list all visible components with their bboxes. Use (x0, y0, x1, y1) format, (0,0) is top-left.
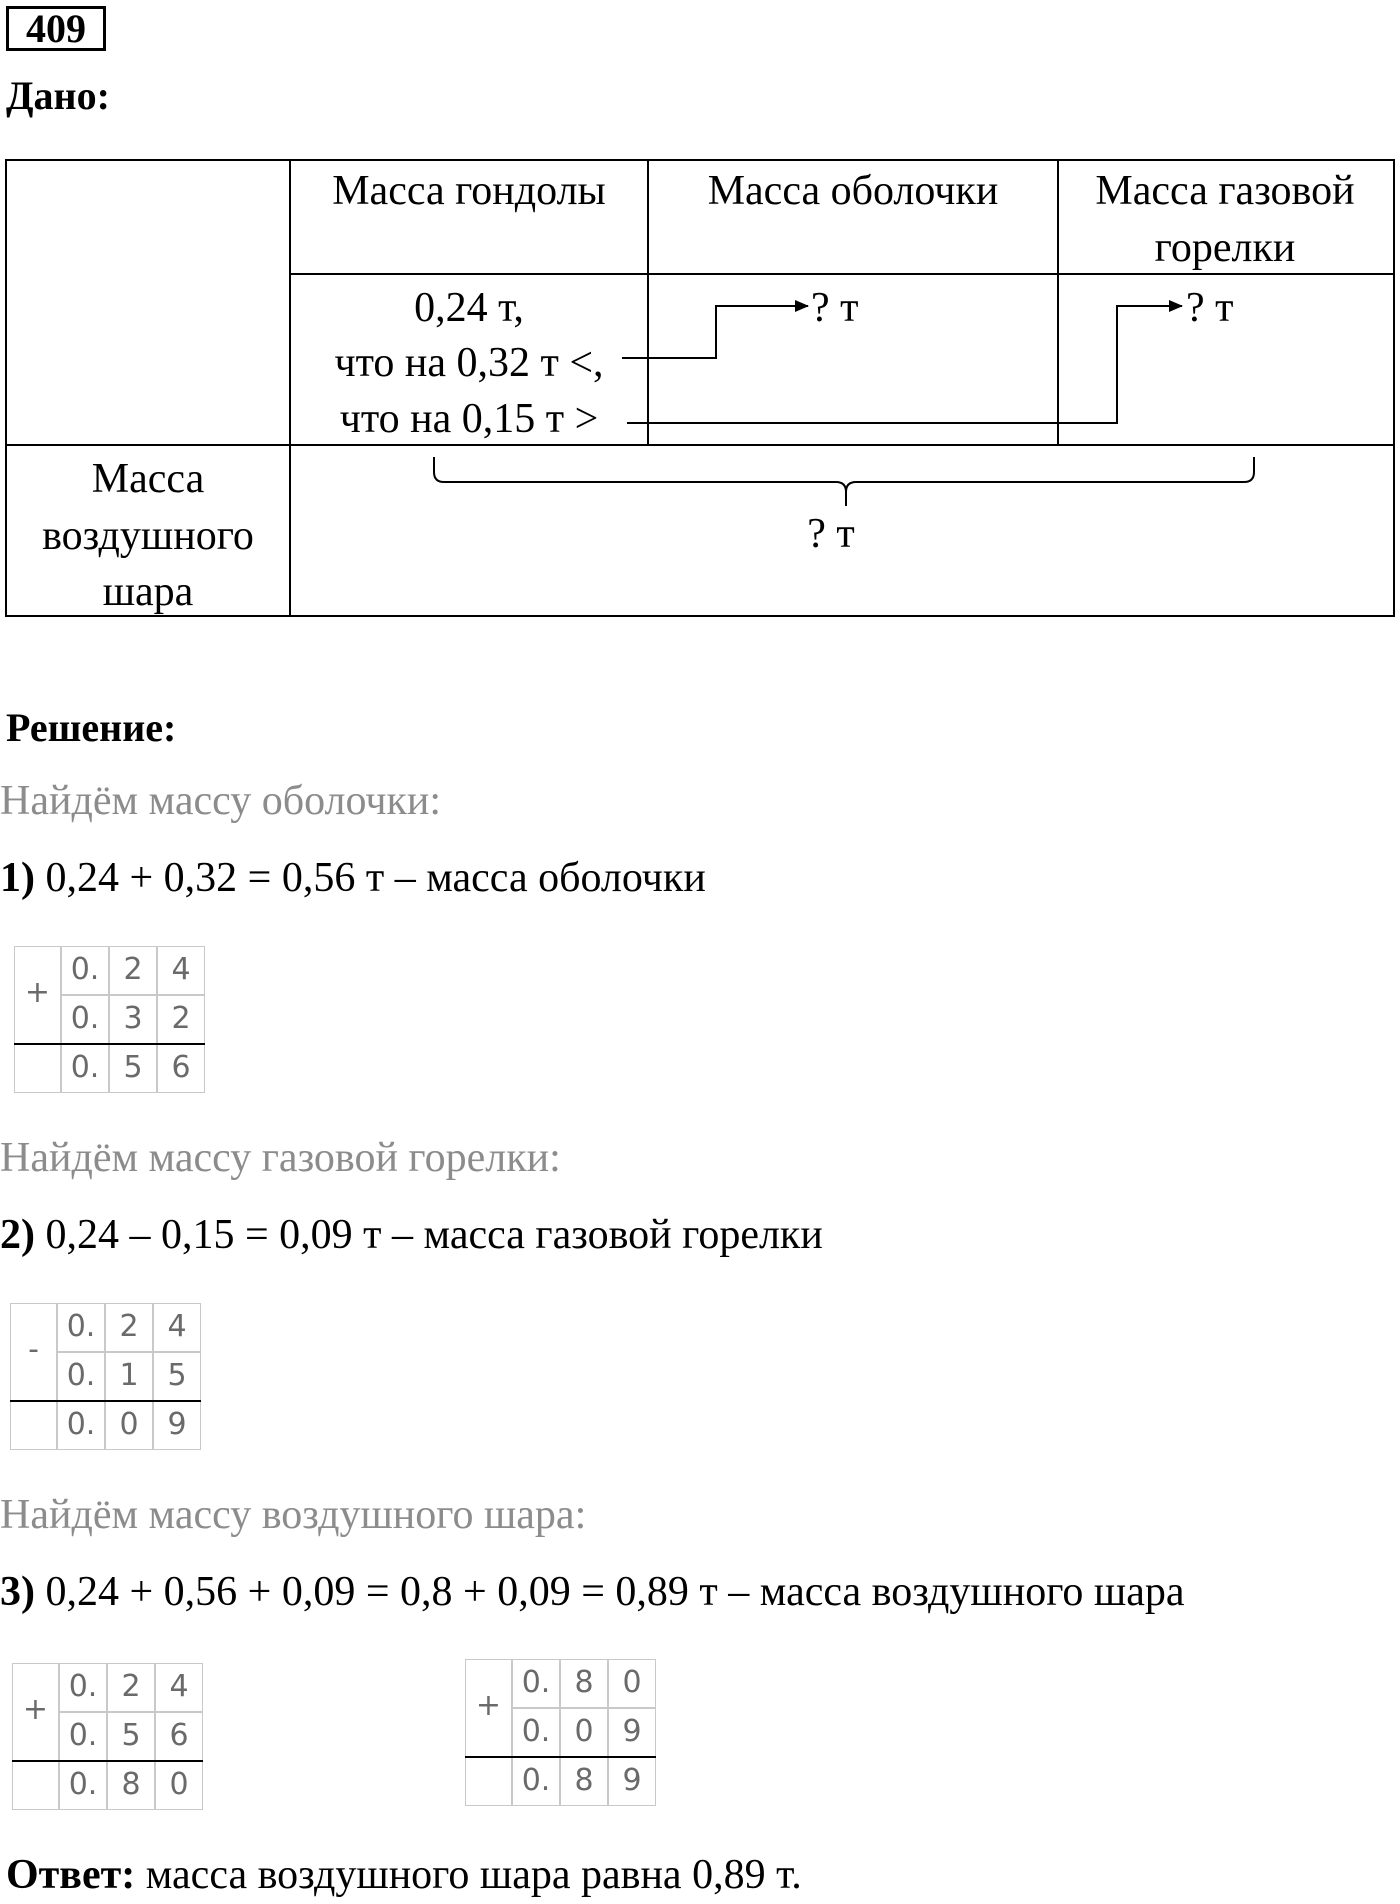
given-table-diagram (0, 0, 1400, 640)
step-3-number: 3) (0, 1569, 35, 1615)
balloon-label-line3: шара (102, 569, 194, 615)
digit-cell: 1 (105, 1352, 153, 1401)
operator-sign: + (14, 946, 61, 1044)
answer-text: масса воздушного шара равна 0,89 т. (145, 1852, 802, 1898)
digit-cell: 0 (608, 1659, 656, 1708)
digit-cell: 0. (57, 1401, 105, 1450)
header-gondola: Масса гондолы (332, 168, 606, 214)
digit-cell: 8 (107, 1761, 155, 1810)
digit-cell: 8 (560, 1659, 608, 1708)
answer-label: Ответ: (6, 1852, 136, 1898)
digit-cell: 0. (57, 1303, 105, 1352)
step-2-line (0, 1210, 823, 1260)
step-1-line (0, 853, 706, 903)
gondola-value-line3: что на 0,15 т > (339, 396, 599, 442)
digit-cell: 6 (155, 1712, 203, 1761)
blank-cell (12, 1761, 59, 1810)
digit-cell: 0 (105, 1401, 153, 1450)
solution-heading: Решение: (6, 705, 177, 750)
digit-cell: 0. (61, 946, 109, 995)
blank-cell (14, 1044, 61, 1093)
balloon-value: ? т (807, 511, 855, 557)
digit-cell: 2 (105, 1303, 153, 1352)
digit-cell: 0. (59, 1712, 107, 1761)
answer-line (6, 1850, 802, 1900)
digit-cell: 0. (57, 1352, 105, 1401)
given-heading: Дано: (6, 73, 110, 118)
digit-cell: 9 (608, 1708, 656, 1757)
step-1-hint: Найдём массу оболочки: (0, 778, 442, 824)
digit-cell: 6 (157, 1044, 205, 1093)
problem-number: 409 (6, 6, 106, 51)
step-1-expression: 0,24 + 0,32 = 0,56 т – масса оболочки (45, 855, 706, 901)
digit-cell: 2 (107, 1663, 155, 1712)
digit-cell: 0. (61, 995, 109, 1044)
step-2-hint: Найдём массу газовой горелки: (0, 1135, 561, 1181)
header-burner-line2: горелки (1154, 225, 1296, 271)
digit-cell: 0. (59, 1663, 107, 1712)
blank-cell (465, 1757, 512, 1806)
digit-cell: 2 (109, 946, 157, 995)
step-3-hint: Найдём массу воздушного шара: (0, 1492, 587, 1538)
shell-value: ? т (811, 285, 859, 331)
digit-cell: 0 (560, 1708, 608, 1757)
balloon-label-line1: Масса (91, 456, 205, 502)
digit-cell: 9 (608, 1757, 656, 1806)
step-1-number: 1) (0, 855, 35, 901)
digit-cell: 5 (107, 1712, 155, 1761)
header-shell: Масса оболочки (707, 168, 999, 214)
header-burner-line1: Масса газовой (1095, 168, 1355, 214)
sum-line (465, 1756, 656, 1758)
digit-cell: 0. (59, 1761, 107, 1810)
sum-brace (434, 457, 1254, 506)
digit-cell: 9 (153, 1401, 201, 1450)
digit-cell: 8 (560, 1757, 608, 1806)
digit-cell: 5 (153, 1352, 201, 1401)
sum-line (10, 1400, 201, 1402)
operator-sign: + (465, 1659, 512, 1757)
step-2-expression: 0,24 – 0,15 = 0,09 т – масса газовой горелки (45, 1212, 823, 1258)
balloon-label-line2: воздушного (42, 513, 254, 559)
digit-cell: 0. (61, 1044, 109, 1093)
digit-cell: 4 (155, 1663, 203, 1712)
arrow-to-burner (627, 306, 1182, 423)
digit-cell: 5 (109, 1044, 157, 1093)
step-2-number: 2) (0, 1212, 35, 1258)
burner-value: ? т (1186, 285, 1234, 331)
digit-cell: 3 (109, 995, 157, 1044)
sum-line (12, 1760, 203, 1762)
digit-cell: 2 (157, 995, 205, 1044)
operator-sign: - (10, 1303, 57, 1401)
digit-cell: 0. (512, 1659, 560, 1708)
arrow-to-shell (622, 306, 808, 358)
digit-cell: 0 (155, 1761, 203, 1810)
step-3-expression: 0,24 + 0,56 + 0,09 = 0,8 + 0,09 = 0,89 т – масса воздушного шара (45, 1569, 1185, 1615)
digit-cell: 0. (512, 1708, 560, 1757)
blank-cell (10, 1401, 57, 1450)
digit-cell: 4 (153, 1303, 201, 1352)
operator-sign: + (12, 1663, 59, 1761)
digit-cell: 4 (157, 946, 205, 995)
digit-cell: 0. (512, 1757, 560, 1806)
gondola-value-line2: что на 0,32 т <, (334, 340, 604, 386)
gondola-value-line1: 0,24 т, (414, 285, 524, 331)
step-3-line (0, 1567, 1185, 1617)
sum-line (14, 1043, 205, 1045)
